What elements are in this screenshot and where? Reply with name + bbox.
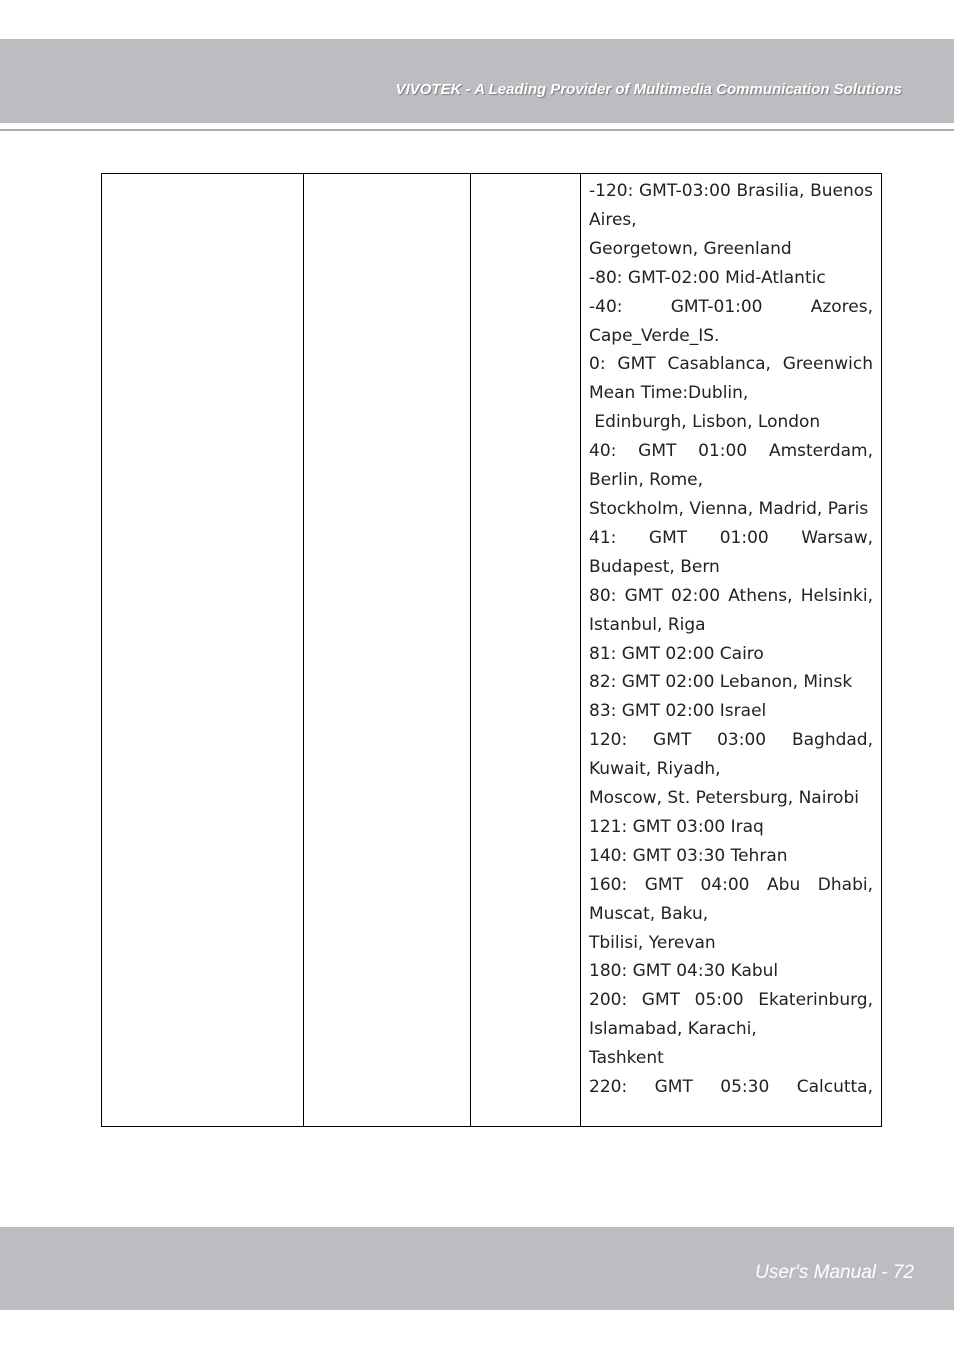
table-cell-value	[471, 174, 581, 1127]
table-cell-description	[581, 174, 882, 1127]
timezone-entry: 81: GMT 02:00 Cairo	[589, 643, 764, 664]
timezone-entry: 140: GMT 03:30 Tehran	[589, 845, 788, 866]
timezone-entry: Stockholm, Vienna, Madrid, Paris	[589, 498, 869, 519]
table-cell-group	[102, 174, 304, 1127]
timezone-entry: 0: GMT Casablanca, Greenwich Mean Time:Dublin,	[589, 354, 879, 404]
timezone-entry: 40: GMT 01:00 Amsterdam, Berlin, Rome,	[589, 441, 879, 491]
table-row	[102, 174, 882, 1127]
page-number: User's Manual - 72	[755, 1262, 914, 1283]
timezone-entry: 80: GMT 02:00 Athens, Helsinki, Istanbul, Riga	[589, 585, 879, 635]
timezone-entry: 121: GMT 03:00 Iraq	[589, 816, 764, 837]
timezone-entry: 120: GMT 03:00 Baghdad, Kuwait, Riyadh,	[589, 730, 879, 780]
table-cell-name	[304, 174, 471, 1127]
timezone-entry: Tbilisi, Yerevan	[589, 932, 716, 953]
timezone-entry: 220: GMT 05:30 Calcutta,	[589, 1077, 873, 1098]
timezone-entry: -120: GMT-03:00 Brasilia, Buenos Aires,	[589, 181, 879, 230]
timezone-list	[581, 174, 881, 1102]
timezone-entry: 200: GMT 05:00 Ekaterinburg, Islamabad, Karachi,	[589, 990, 879, 1040]
timezone-entry: Edinburgh, Lisbon, London	[589, 412, 821, 433]
timezone-entry: 41: GMT 01:00 Warsaw, Budapest, Bern	[589, 527, 879, 577]
timezone-entry: 82: GMT 02:00 Lebanon, Minsk	[589, 672, 853, 693]
header-title: VIVOTEK - A Leading Provider of Multimedia Communication Solutions	[395, 81, 902, 98]
timezone-entry: 160: GMT 04:00 Abu Dhabi, Muscat, Baku,	[589, 874, 879, 924]
header-divider	[0, 129, 954, 131]
timezone-entry: 180: GMT 04:30 Kabul	[589, 961, 779, 982]
parameter-table	[101, 173, 882, 1127]
timezone-entry: 83: GMT 02:00 Israel	[589, 701, 767, 722]
timezone-entry: Tashkent	[589, 1048, 664, 1069]
timezone-entry: -40: GMT-01:00 Azores, Cape_Verde_IS.	[589, 296, 879, 346]
timezone-entry: Georgetown, Greenland	[589, 238, 792, 259]
timezone-entry: Moscow, St. Petersburg, Nairobi	[589, 788, 859, 809]
timezone-entry: -80: GMT-02:00 Mid-Atlantic	[589, 267, 826, 288]
